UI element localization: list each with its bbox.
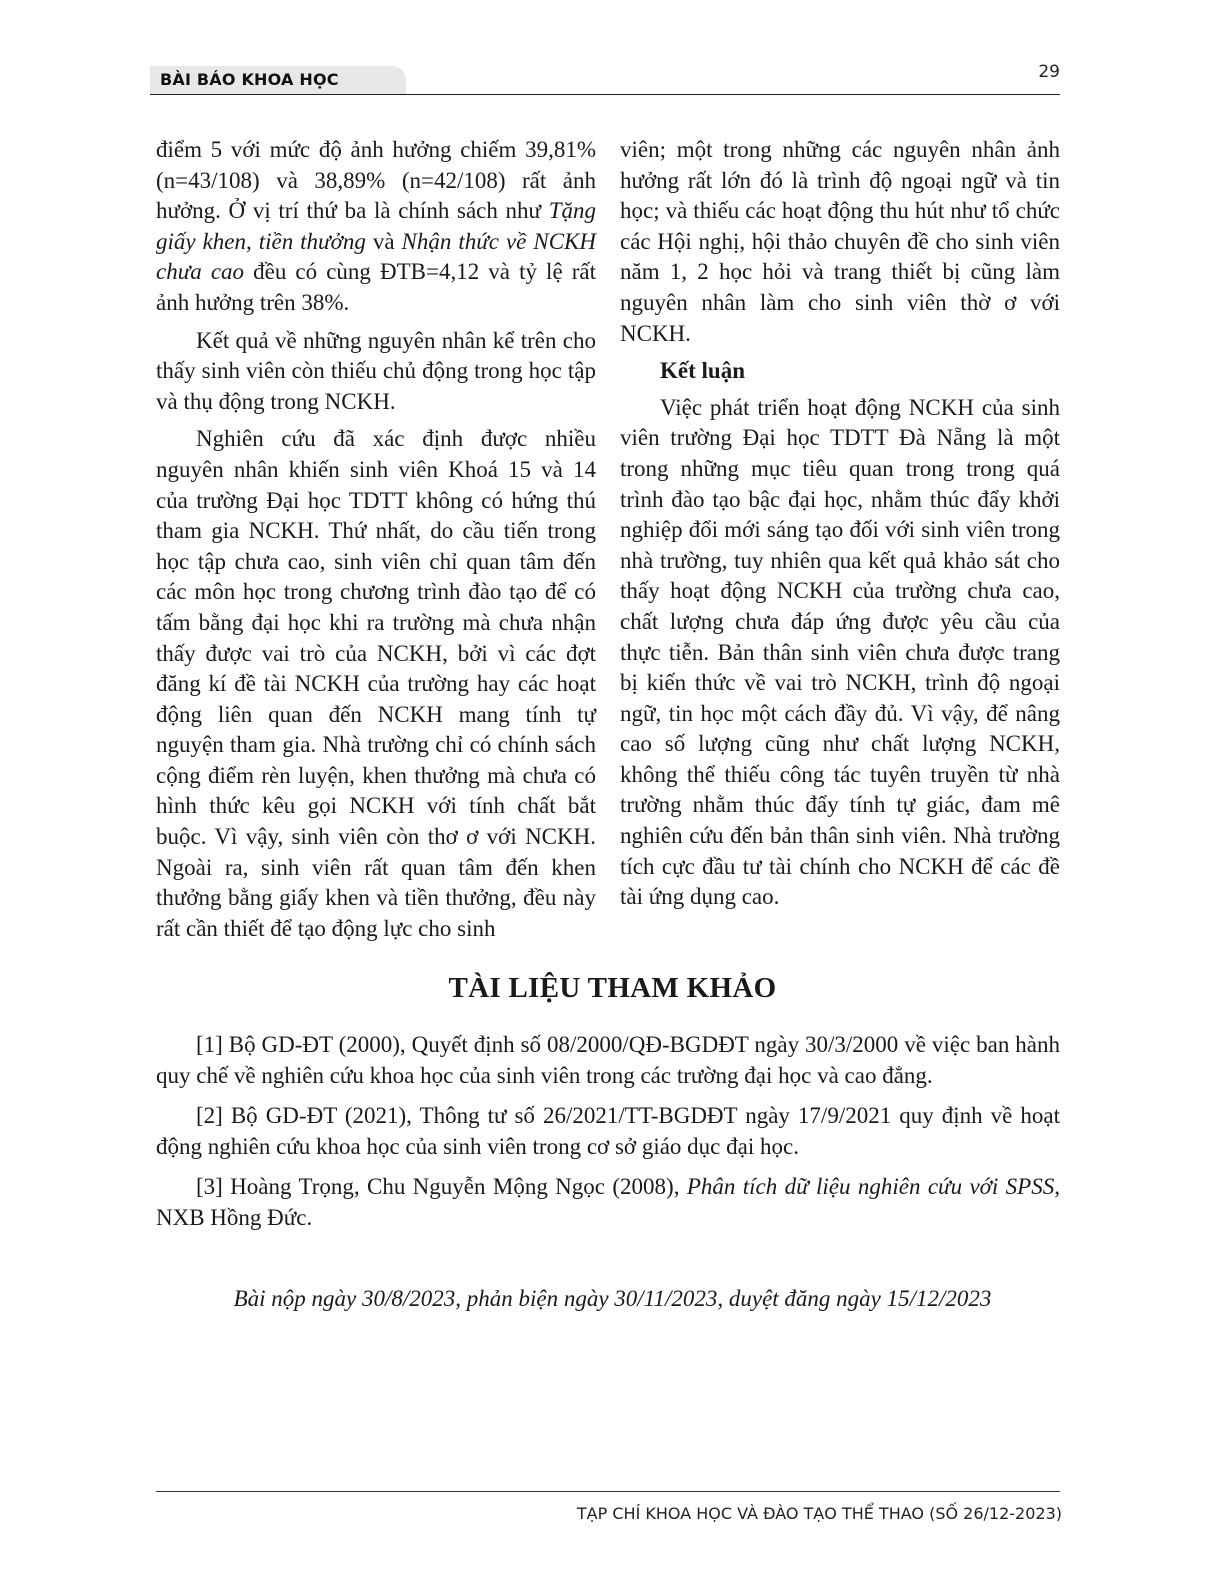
footer-rule (156, 1491, 1060, 1492)
left-p1-italic-1: Tặng giấy khen, tiền thưởng (156, 198, 596, 254)
left-p1-text-1: điểm 5 với mức độ ảnh hưởng chiếm 39,81% (n=43/108) và 38,89% (n=42/108) rất ảnh hưởng. Ở vị trí thứ ba là chính sách như (156, 137, 596, 224)
reference-1: [1] Bộ GD-ĐT (2000), Quyết định số 08/2000/QĐ-BGDĐT ngày 30/3/2000 về việc ban hành quy chế về nghiên cứu khoa học của sinh viên trong các trường đại học và cao đẳng. (156, 1032, 1060, 1088)
left-p1-italic-2: Nhận thức về NCKH chưa cao (156, 228, 596, 285)
right-paragraph-2: Việc phát triển hoạt động NCKH của sinh viên trường Đại học TDTT Đà Nẵng là một trong những mục tiêu quan trong trong quá trình đào tạo bậc đại học, nhằm thúc đẩy khởi nghiệp đổi mới sáng tạo đối với sinh viên trong nhà trường, tuy nhiên qua kết quả khảo sát cho thấy hoạt động NCKH của trường chưa cao, chất lượng chưa đáp ứng được yêu cầu của thực tiễn. Bản thân sinh viên chưa được trang bị kiến thức về vai trò NCKH, trình độ ngoại ngữ, tin học một cách đầy đủ. Vì vậy, để nâng cao số lượng cũng như chất lượng NCKH, không thể thiếu công tác tuyên truyền từ nhà trường nhằm thúc đẩy tính tự giác, đam mê nghiên cứu đến bản thân sinh viên. Nhà trường tích cực đầu tư tài chính cho NCKH để các đề tài ứng dụng cao. (620, 394, 1060, 910)
right-paragraph-1: viên; một trong những các nguyên nhân ảnh hưởng rất lớn đó là trình độ ngoại ngữ và tin học; và thiếu các hoạt động thu hút như tổ chức các Hội nghị, hội thảo chuyên đề cho sinh viên năm 1, 2 học hỏi và trang thiết bị cũng làm nguyên nhân làm cho sinh viên thờ ơ với NCKH. (620, 137, 1060, 346)
references-list (156, 1030, 1060, 1244)
left-p1-text-3: đều có cùng ĐTB=4,12 và tỷ lệ rất ảnh hưởng trên 38%. (156, 259, 596, 315)
reference-2: [2] Bộ GD-ĐT (2021), Thông tư số 26/2021/TT-BGDĐT ngày 17/9/2021 quy định về hoạt động nghiên cứu khoa học của sinh viên trong cơ sở giáo dục đại học. (156, 1103, 1060, 1159)
conclusion-heading: Kết luận (660, 358, 745, 384)
left-paragraph-1 (156, 135, 596, 319)
left-paragraph-3: Nghiên cứu đã xác định được nhiều nguyên nhân khiến sinh viên Khoá 15 và 14 của trường Đại học TDTT không có hứng thú tham gia NCKH. Thứ nhất, do cầu tiến trong học tập chưa cao, sinh viên chỉ quan tâm đến các môn học trong chương trình đào tạo để có tấm bằng đại học khi ra trường mà chưa nhận thấy được vai trò của NCKH, bởi vì các đợt đăng kí đề tài NCKH của trường hay các hoạt động liên quan đến NCKH mang tính tự nguyện tham gia. Nhà trường chỉ có chính sách cộng điểm rèn luyện, khen thưởng mà chưa có hình thức kêu gọi NCKH với tính chất bắt buộc. Vì vậy, sinh viên còn thơ ơ với NCKH. Ngoài ra, sinh viên rất quan tâm đến khen thưởng bằng giấy khen và tiền thưởng, đều này rất cần thiết để tạo động lực cho sinh (156, 426, 596, 941)
right-column (620, 135, 1060, 920)
left-paragraph-2: Kết quả về những nguyên nhân kể trên cho thấy sinh viên còn thiếu chủ động trong học tập và thụ động trong NCKH. (156, 327, 596, 414)
section-label: BÀI BÁO KHOA HỌC (160, 70, 339, 89)
page-number: 29 (1038, 62, 1060, 82)
submission-dates: Bài nộp ngày 30/8/2023, phản biện ngày 30/11/2023, duyệt đăng ngày 15/12/2023 (233, 1286, 992, 1311)
header-rule (150, 94, 1060, 95)
reference-3 (156, 1172, 1060, 1233)
reference-3-text-1: [3] Hoàng Trọng, Chu Nguyễn Mộng Ngọc (2008), (196, 1174, 687, 1200)
reference-3-text-2: , NXB Hồng Đức. (156, 1174, 1060, 1230)
references-title: TÀI LIỆU THAM KHẢO (448, 972, 777, 1004)
left-column (156, 135, 596, 951)
reference-3-italic: Phân tích dữ liệu nghiên cứu với SPSS (686, 1174, 1055, 1200)
journal-footer: TẠP CHÍ KHOA HỌC VÀ ĐÀO TẠO THỂ THAO (SỐ 26/12-2023) (576, 1504, 1062, 1523)
left-p1-text-2: và (365, 228, 402, 254)
